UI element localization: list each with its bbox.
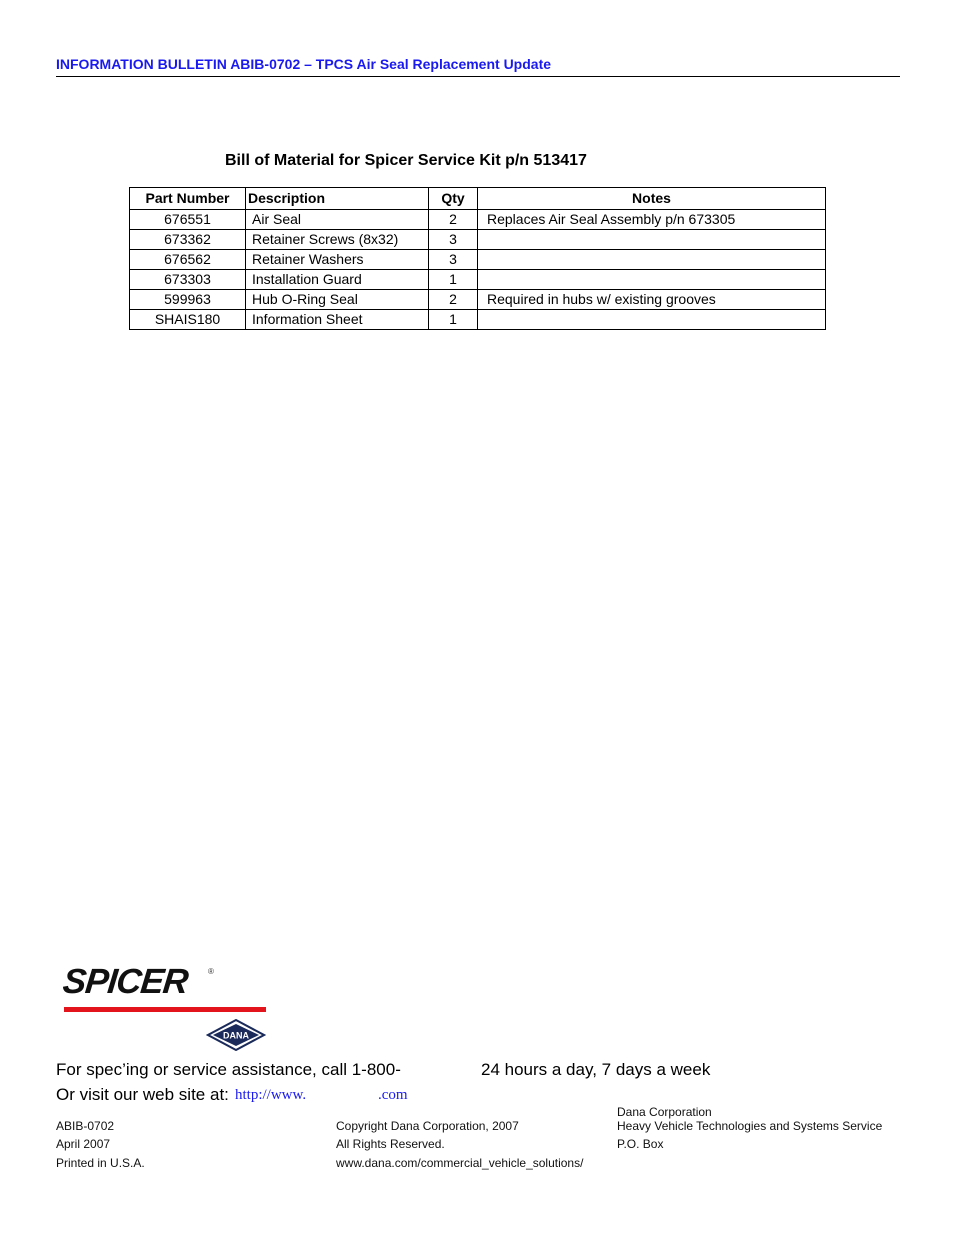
bulletin-title: INFORMATION BULLETIN ABIB-0702 – TPCS Air Seal Replacement Update bbox=[56, 56, 552, 72]
cell-qty: 3 bbox=[429, 250, 478, 270]
col-header-qty: Qty bbox=[429, 188, 478, 210]
col-header-description: Description bbox=[246, 188, 429, 210]
cell-notes: Replaces Air Seal Assembly p/n 673305 bbox=[478, 210, 826, 230]
cell-notes: Required in hubs w/ existing grooves bbox=[478, 290, 826, 310]
header-rule bbox=[56, 76, 900, 77]
cell-notes bbox=[478, 270, 826, 290]
col-header-part-number: Part Number bbox=[130, 188, 246, 210]
cell-part-number: 599963 bbox=[130, 290, 246, 310]
table-row bbox=[130, 250, 826, 270]
cell-notes bbox=[478, 230, 826, 250]
cell-part-number: 676551 bbox=[130, 210, 246, 230]
cell-description: Retainer Screws (8x32) bbox=[246, 230, 429, 250]
registered-mark: ® bbox=[208, 967, 214, 976]
cell-description: Retainer Washers bbox=[246, 250, 429, 270]
bom-header-row bbox=[130, 188, 826, 210]
logo-red-bar bbox=[64, 1007, 266, 1012]
cell-qty: 2 bbox=[429, 210, 478, 230]
table-row bbox=[130, 290, 826, 310]
cell-part-number: SHAIS180 bbox=[130, 310, 246, 330]
web-link-start[interactable]: http://www. bbox=[235, 1087, 307, 1103]
cell-qty: 1 bbox=[429, 270, 478, 290]
cell-part-number: 673362 bbox=[130, 230, 246, 250]
cell-part-number: 673303 bbox=[130, 270, 246, 290]
table-row bbox=[130, 230, 826, 250]
service-hours-text: 24 hours a day, 7 days a week bbox=[481, 1060, 711, 1079]
web-visit-text: Or visit our web site at: bbox=[56, 1085, 229, 1104]
footer-po-box: P.O. Box bbox=[617, 1137, 664, 1151]
footer-division: Heavy Vehicle Technologies and Systems Service bbox=[617, 1119, 883, 1133]
service-call-text: For spec’ing or service assistance, call 1-800- bbox=[56, 1060, 401, 1079]
dana-diamond-icon bbox=[206, 1019, 266, 1051]
footer-printed: Printed in U.S.A. bbox=[56, 1156, 145, 1170]
cell-qty: 1 bbox=[429, 310, 478, 330]
cell-description: Installation Guard bbox=[246, 270, 429, 290]
footer-company: Dana Corporation bbox=[617, 1105, 712, 1119]
table-row bbox=[130, 210, 826, 230]
cell-qty: 3 bbox=[429, 230, 478, 250]
cell-description: Hub O-Ring Seal bbox=[246, 290, 429, 310]
cell-part-number: 676562 bbox=[130, 250, 246, 270]
table-row bbox=[130, 310, 826, 330]
bom-title: Bill of Material for Spicer Service Kit p/n 513417 bbox=[225, 152, 587, 169]
col-header-notes: Notes bbox=[478, 188, 826, 210]
spicer-logo-wordmark: SPICER bbox=[61, 962, 190, 1001]
spicer-dana-logo bbox=[60, 962, 270, 1052]
cell-notes bbox=[478, 310, 826, 330]
footer-rights: All Rights Reserved. bbox=[336, 1137, 445, 1151]
footer-doc-id: ABIB-0702 bbox=[56, 1119, 115, 1133]
footer-date: April 2007 bbox=[56, 1137, 111, 1151]
cell-description: Air Seal bbox=[246, 210, 429, 230]
web-link-end[interactable]: .com bbox=[378, 1087, 408, 1103]
cell-notes bbox=[478, 250, 826, 270]
bom-table bbox=[129, 187, 826, 330]
cell-qty: 2 bbox=[429, 290, 478, 310]
table-row bbox=[130, 270, 826, 290]
cell-description: Information Sheet bbox=[246, 310, 429, 330]
footer-copyright: Copyright Dana Corporation, 2007 bbox=[336, 1119, 519, 1133]
dana-label: DANA bbox=[223, 1030, 249, 1041]
footer-url[interactable]: www.dana.com/commercial_vehicle_solutions/ bbox=[336, 1156, 584, 1170]
